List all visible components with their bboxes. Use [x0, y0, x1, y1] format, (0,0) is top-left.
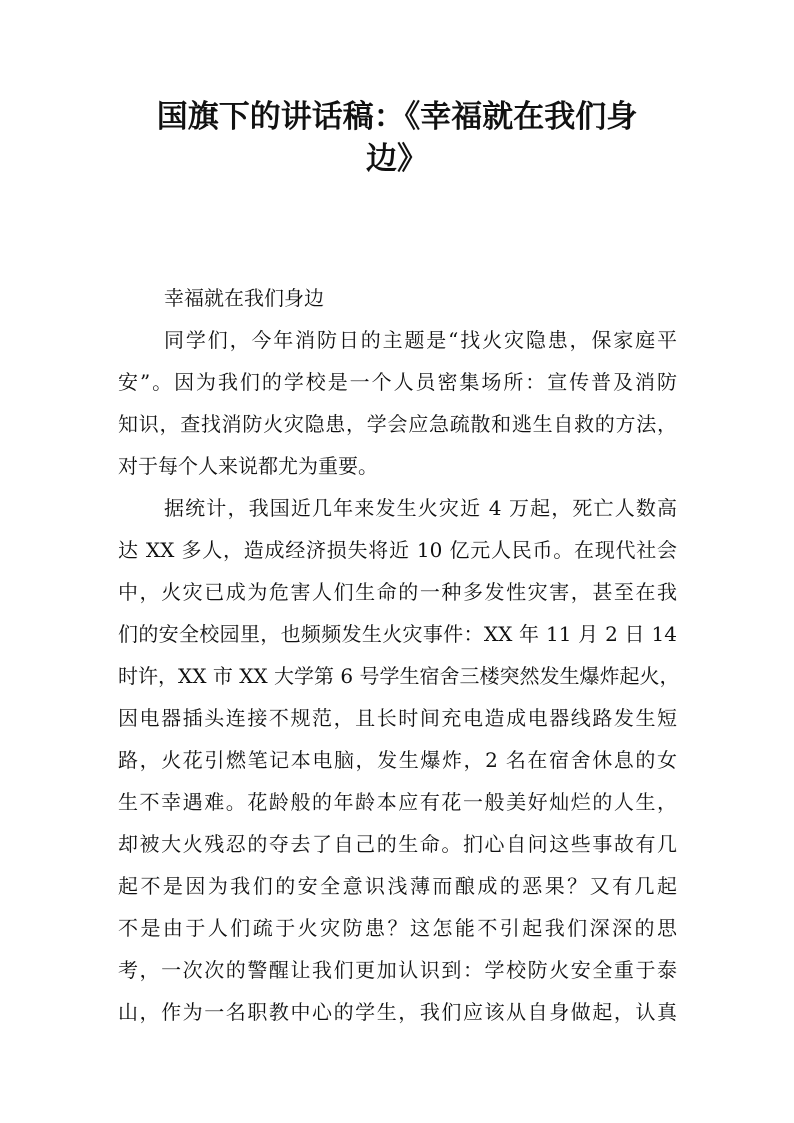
text-line: 路，火花引燃笔记本电脑，发生爆炸，2 名在宿舍休息的女	[118, 748, 677, 772]
text-line: 生不幸遇难。花龄般的年龄本应有花一般美好灿烂的人生，	[118, 790, 677, 814]
text-line: 们的安全校园里，也频频发生火灾事件：XX 年 11 月 2 日 14	[118, 622, 677, 646]
text-line: 却被大火残忍的夺去了自己的生命。扪心自问这些事故有几	[118, 832, 677, 856]
text-line: 山，作为一名职教中心的学生，我们应该从自身做起，认真	[118, 1000, 677, 1024]
text-line: 据统计，我国近几年来发生火灾近 4 万起，死亡人数高	[164, 496, 677, 520]
document-body	[118, 283, 680, 1039]
text-line: 时许，XX 市 XX 大学第 6 号学生宿舍三楼突然发生爆炸起火，	[118, 664, 680, 688]
paragraph	[118, 283, 677, 325]
paragraph	[118, 325, 677, 493]
document-title	[0, 96, 794, 180]
text-line: 幸福就在我们身边	[164, 286, 324, 310]
title-line: 国旗下的讲话稿：《幸福就在我们身	[156, 99, 638, 135]
text-line: 对于每个人来说都尤为重要。	[118, 454, 378, 478]
text-line: 因电器插头连接不规范，且长时间充电造成电器线路发生短	[118, 706, 677, 730]
paragraph	[118, 493, 680, 1039]
text-line: 不是由于人们疏于火灾防患？这怎能不引起我们深深的思	[118, 916, 677, 940]
text-line: 起不是因为我们的安全意识浅薄而酿成的恶果？又有几起	[118, 874, 677, 898]
text-line: 同学们，今年消防日的主题是“找火灾隐患，保家庭平	[164, 328, 677, 352]
text-line: 考，一次次的警醒让我们更加认识到：学校防火安全重于泰	[118, 958, 677, 982]
text-line: 中，火灾已成为危害人们生命的一种多发性灾害，甚至在我	[118, 580, 677, 604]
title-line: 边》	[366, 141, 428, 177]
text-line: 知识，查找消防火灾隐患，学会应急疏散和逃生自救的方法，	[118, 412, 677, 436]
text-line: 安”。因为我们的学校是一个人员密集场所：宣传普及消防	[118, 370, 677, 394]
text-line: 达 XX 多人，造成经济损失将近 10 亿元人民币。在现代社会	[118, 538, 677, 562]
